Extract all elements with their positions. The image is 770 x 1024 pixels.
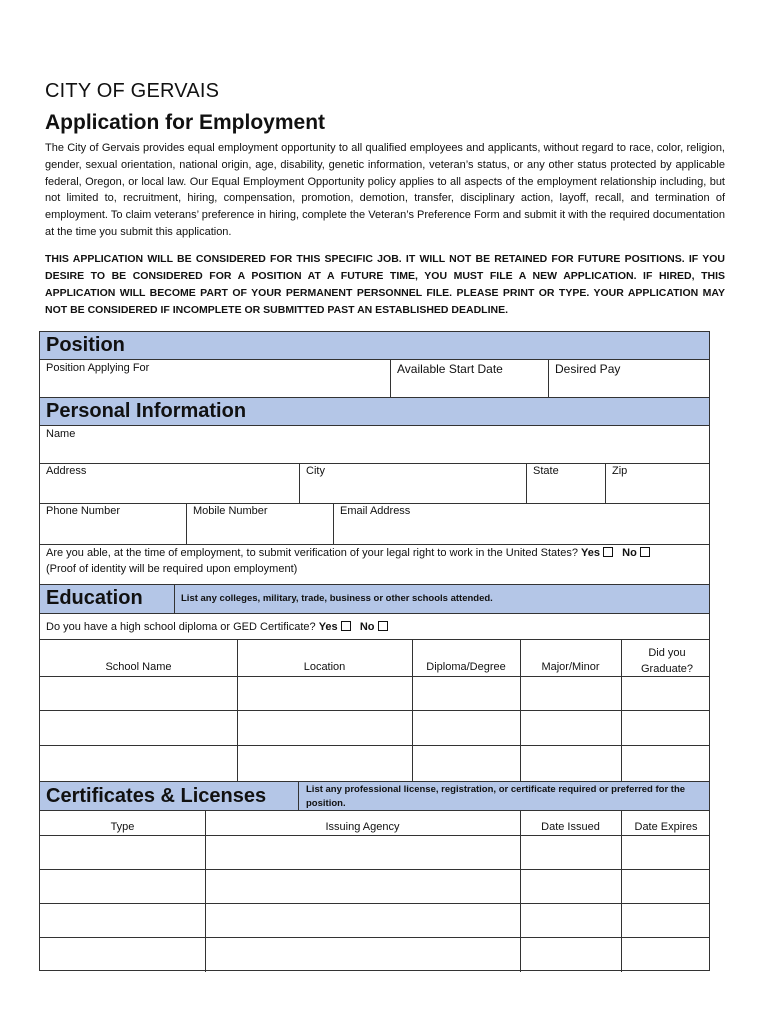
certificate-row[interactable] — [40, 870, 711, 903]
certificates-heading: Certificates & Licenses — [46, 785, 267, 807]
education-instructions: List any colleges, military, trade, business or other schools attended. — [181, 593, 493, 604]
certificates-instructions: List any professional license, registration, or certificate required or preferred for the position. — [306, 784, 686, 809]
personal-info-heading: Personal Information — [46, 400, 247, 422]
col-date-expires: Date Expires — [634, 821, 698, 833]
certificates-section-header — [40, 781, 709, 811]
page-title: Application for Employment — [45, 111, 326, 134]
work-auth-no-label: No — [622, 547, 637, 559]
work-authorization-text: Are you able, at the time of employment, to submit verification of your legal right to work in the United States? — [46, 547, 578, 559]
education-heading: Education — [46, 587, 143, 609]
position-section-header — [40, 331, 709, 360]
org-name: CITY OF GERVAIS — [45, 80, 220, 102]
email-address-field[interactable]: Email Address — [340, 505, 411, 517]
diploma-question — [46, 621, 388, 633]
col-school-name: School Name — [105, 661, 172, 673]
diploma-yes-label: Yes — [318, 621, 338, 633]
certificate-row[interactable] — [40, 836, 711, 869]
education-row[interactable] — [40, 677, 711, 710]
zip-field[interactable]: Zip — [612, 465, 628, 477]
work-authorization-question — [46, 547, 650, 559]
diploma-yes-checkbox[interactable] — [341, 621, 351, 631]
application-notice: THIS APPLICATION WILL BE CONSIDERED FOR THIS SPECIFIC JOB. IT WILL NOT BE RETAINED FOR FUTURE POSITIONS. IF YOU DESIRE TO BE CONSIDERED FOR A POSITION AT A FUTURE TIME, YOU MUST FILE A NEW APPLICATION. IF HIRED, THIS APPLICATION WILL BECOME PART OF YOUR PERMANENT PERSONNEL FILE. PLEASE PRINT OR TYPE. YOUR APPLICATION MAY NOT BE CONSIDERED IF INCOMPLETE OR SUBMITTED PAST AN ESTABLISHED DEADLINE. — [45, 253, 725, 316]
address-field[interactable]: Address — [46, 465, 87, 477]
state-field[interactable]: State — [533, 465, 559, 477]
phone-number-field[interactable]: Phone Number — [46, 505, 120, 517]
personal-section-header — [40, 397, 709, 426]
work-auth-no-checkbox[interactable] — [640, 547, 650, 557]
position-applying-for-field[interactable]: Position Applying For — [46, 362, 150, 374]
col-date-issued: Date Issued — [541, 821, 600, 833]
col-issuing-agency: Issuing Agency — [325, 821, 400, 833]
col-type: Type — [110, 821, 135, 833]
col-major-minor: Major/Minor — [541, 661, 600, 673]
available-start-date-field[interactable]: Available Start Date — [397, 362, 503, 376]
work-auth-yes-label: Yes — [581, 547, 600, 559]
col-graduated: Did you Graduate? — [641, 647, 693, 675]
diploma-question-text: Do you have a high school diploma or GED Certificate? — [46, 621, 316, 633]
col-location: Location — [303, 661, 346, 673]
city-field[interactable]: City — [306, 465, 325, 477]
eeo-statement: The City of Gervais provides equal employment opportunity to all qualified employees and applicants, without regard to race, color, religion, gender, sexual orientation, national origin, age, disability, genetic information, veteran’s status, or any other status protected by applicable federal, Oregon, or local law. Our Equal Employment Opportunity policy applies to all aspects of the employment relationship including, but not limited to, recruitment, hiring, compensation, promotion, demotion, transfer, disciplinary action, layoff, recall, and termination of employment. To claim veterans’ preference in hiring, complete the Veteran’s Preference Form and submit it with the required documentation at the time you submit this application. — [45, 142, 725, 238]
education-section-header — [40, 584, 709, 614]
education-row[interactable] — [40, 746, 711, 781]
desired-pay-field[interactable]: Desired Pay — [555, 362, 621, 376]
work-auth-yes-checkbox[interactable] — [603, 547, 613, 557]
application-form — [39, 331, 710, 971]
education-row[interactable] — [40, 711, 711, 745]
mobile-number-field[interactable]: Mobile Number — [193, 505, 268, 517]
name-field[interactable]: Name — [46, 428, 76, 440]
certificate-row[interactable] — [40, 938, 711, 971]
col-diploma-degree: Diploma/Degree — [426, 661, 506, 673]
diploma-no-label: No — [359, 621, 375, 633]
proof-of-identity-note: (Proof of identity will be required upon employment) — [46, 563, 298, 575]
diploma-no-checkbox[interactable] — [378, 621, 388, 631]
position-heading: Position — [46, 334, 125, 356]
certificate-row[interactable] — [40, 904, 711, 937]
